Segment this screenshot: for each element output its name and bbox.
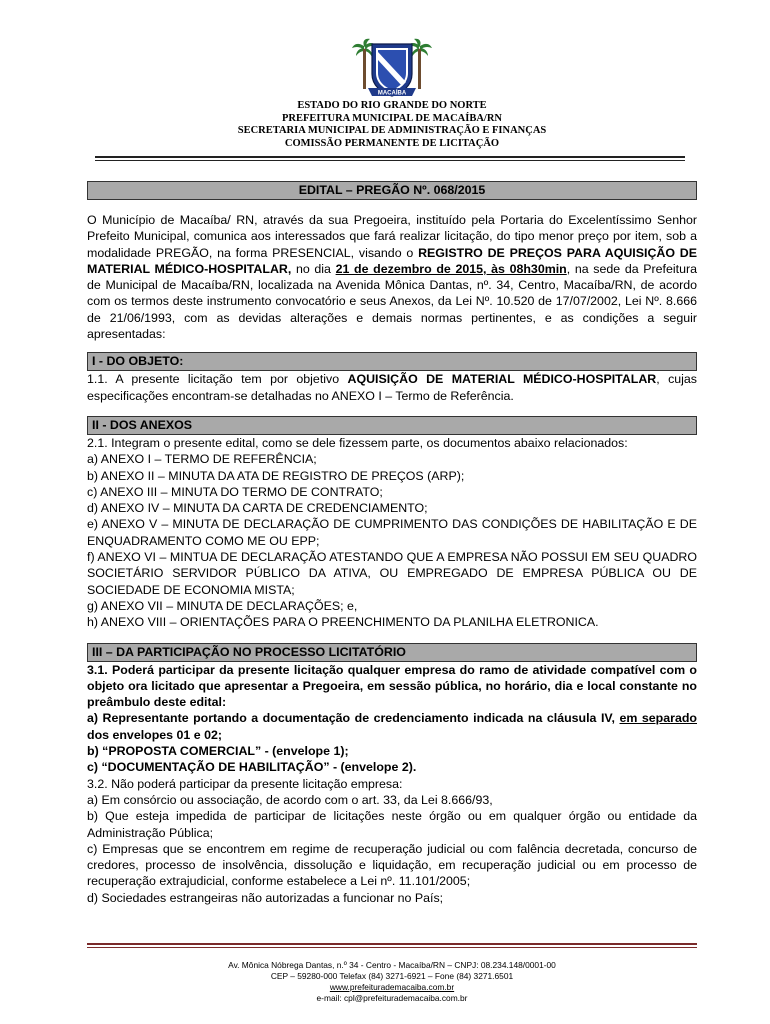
header-divider — [95, 156, 685, 158]
clause-3-2-item: c) Empresas que se encontrem em regime de recuperação judicial ou com falência decretada, concurso de credores, processo de insolvência, dissolução e liquidação, em recuperação judicial ou em processo de recuperação extrajudicial, conforme estabelece a Lei nº. 11.101/2005; — [87, 841, 697, 889]
annex-item: h) ANEXO VIII – ORIENTAÇÕES PARA O PREENCHIMENTO DA PLANILHA ELETRONICA. — [87, 615, 599, 630]
clause-3-2-item: d) Sociedades estrangeiras não autorizadas a funcionar no País; — [87, 890, 444, 905]
section-3-title-bar: III – DA PARTICIPAÇÃO NO PROCESSO LICITATÓRIO — [87, 643, 697, 662]
section-1-title-bar: I - DO OBJETO: — [87, 352, 697, 371]
annex-item: d) ANEXO IV – MINUTA DA CARTA DE CREDENCIAMENTO; — [87, 501, 428, 516]
annex-item: f) ANEXO VI – MINTUA DE DECLARAÇÃO ATESTANDO QUE A EMPRESA NÃO POSSUI EM SEU QUADRO SOCIETÁRIO SERVIDOR PÚBLICO DA ATIVA, OU EMPREGADO DE EMPRESA PÚBLICA OU DE SOCIEDADE DE ECONOMIA MISTA; — [87, 550, 697, 597]
annex-item: a) ANEXO I – TERMO DE REFERÊNCIA; — [87, 452, 317, 467]
header-commission: COMISSÃO PERMANENTE DE LICITAÇÃO — [284, 137, 500, 149]
clause-3-1-a — [87, 710, 697, 743]
clause-3-1: 3.1. Poderá participar da presente licitação qualquer empresa do ramo de atividade compatível com o objeto ora licitado que apresentar a Pregoeira, em sessão pública, no horário, dia e local constante no preâmbulo deste edital: — [87, 662, 697, 710]
document-footer — [140, 960, 644, 1004]
clause-3-1-a-underline: em separado — [619, 711, 697, 726]
section-1-text-1: 1.1. A presente licitação tem por objetivo — [87, 372, 348, 387]
footer-address: Av. Mônica Nóbrega Dantas, n.º 34 - Centro - Macaíba/RN – CNPJ: 08.234.148/0001-00 — [228, 960, 556, 970]
section-1-paragraph — [87, 371, 697, 404]
annex-item: c) ANEXO III – MINUTA DO TERMO DE CONTRATO; — [87, 484, 383, 499]
section-1-object-bold: AQUISIÇÃO DE MATERIAL MÉDICO-HOSPITALAR — [347, 372, 657, 387]
intro-text-3: , na sede da Prefeitura de Municipal de Macaíba/RN, localizada na Avenida Mônica Dantas, nº. 34, Centro, Macaíba/RN, de acordo com os termos deste instrumento convocatório e seus Anexos, da Lei Nº. 10.520 de 17/07/2002, Lei Nº. 8.666 de 21/06/1993, com as devidas alterações e demais normas pertinentes, e as condições a seguir apresentadas: — [87, 261, 697, 342]
section-2-title-bar: II - DOS ANEXOS — [87, 416, 697, 435]
footer-website-link[interactable]: www.prefeiturademacaiba.com.br — [329, 982, 455, 992]
header-divider-thin — [95, 160, 685, 161]
clause-3-1-c: c) “DOCUMENTAÇÃO DE HABILITAÇÃO” - (envelope 2). — [87, 760, 417, 775]
clause-3-1-b: b) “PROPOSTA COMERCIAL” - (envelope 1); — [87, 744, 349, 759]
clause-3-2: 3.2. Não poderá participar da presente licitação empresa: — [87, 776, 403, 791]
intro-object-bold: REGISTRO DE PREÇOS PARA AQUISIÇÃO DE MATERIAL MÉDICO-HOSPITALAR, — [87, 245, 697, 276]
macaiba-coat-of-arms-logo — [352, 38, 432, 100]
header-secretariat: SECRETARIA MUNICIPAL DE ADMINISTRAÇÃO E FINANÇAS — [237, 125, 547, 136]
clause-3-1-a-end: dos envelopes 01 e 02; — [87, 727, 222, 742]
header-prefecture: PREFEITURA MUNICIPAL DE MACAÍBA/RN — [281, 112, 503, 124]
intro-date-time: 21 de dezembro de 2015, às 08h30min — [335, 261, 567, 276]
section-1-text-2: , cujas especificações encontram-se detalhadas no ANEXO I – Termo de Referência. — [87, 372, 697, 403]
intro-text-1: O Município de Macaíba/ RN, através da sua Pregoeira, instituído pela Portaria do Excelentíssimo Senhor Prefeito Municipal, comunica aos interessados que fará realizar licitação, do tipo menor preço por item, sob a modalidade PREGÃO, na forma PRESENCIAL, visando o — [87, 213, 697, 260]
logo-caption: MACAÍBA — [377, 90, 407, 97]
annex-item: b) ANEXO II – MINUTA DA ATA DE REGISTRO DE PREÇOS (ARP); — [87, 468, 465, 483]
footer-divider — [87, 943, 697, 945]
annex-item: g) ANEXO VII – MINUTA DE DECLARAÇÕES; e, — [87, 598, 358, 613]
document-header — [100, 100, 684, 150]
footer-email[interactable]: e-mail: cpl@prefeiturademacaiba.com.br — [316, 993, 468, 1003]
footer-divider-thin — [87, 947, 697, 948]
clause-3-2-item: a) Em consórcio ou associação, de acordo com o art. 33, da Lei 8.666/93, — [87, 792, 493, 807]
clause-3-1-a-text: a) Representante portando a documentação de credenciamento indicada na cláusula IV, — [87, 711, 620, 726]
annex-item: e) ANEXO V – MINUTA DE DECLARAÇÃO DE CUMPRIMENTO DAS CONDIÇÕES DE HABILITAÇÃO E DE ENQUADRAMENTO COMO ME OU EPP; — [87, 517, 697, 548]
header-state: ESTADO DO RIO GRANDE DO NORTE — [297, 100, 487, 111]
edital-title-bar: EDITAL – PREGÃO Nº. 068/2015 — [87, 181, 697, 200]
clause-3-2-item: b) Que esteja impedida de participar de licitações neste órgão ou em qualquer órgão ou entidade da Administração Pública; — [87, 809, 697, 840]
intro-paragraph — [87, 212, 697, 342]
footer-phone: CEP – 59280-000 Telefax (84) 3271-6921 – Fone (84) 3271.6501 — [270, 971, 514, 981]
document-body — [87, 181, 697, 906]
annex-intro: 2.1. Integram o presente edital, como se dele fizessem parte, os documentos abaixo relacionados: — [87, 435, 628, 450]
intro-text-2: no dia — [291, 261, 336, 276]
